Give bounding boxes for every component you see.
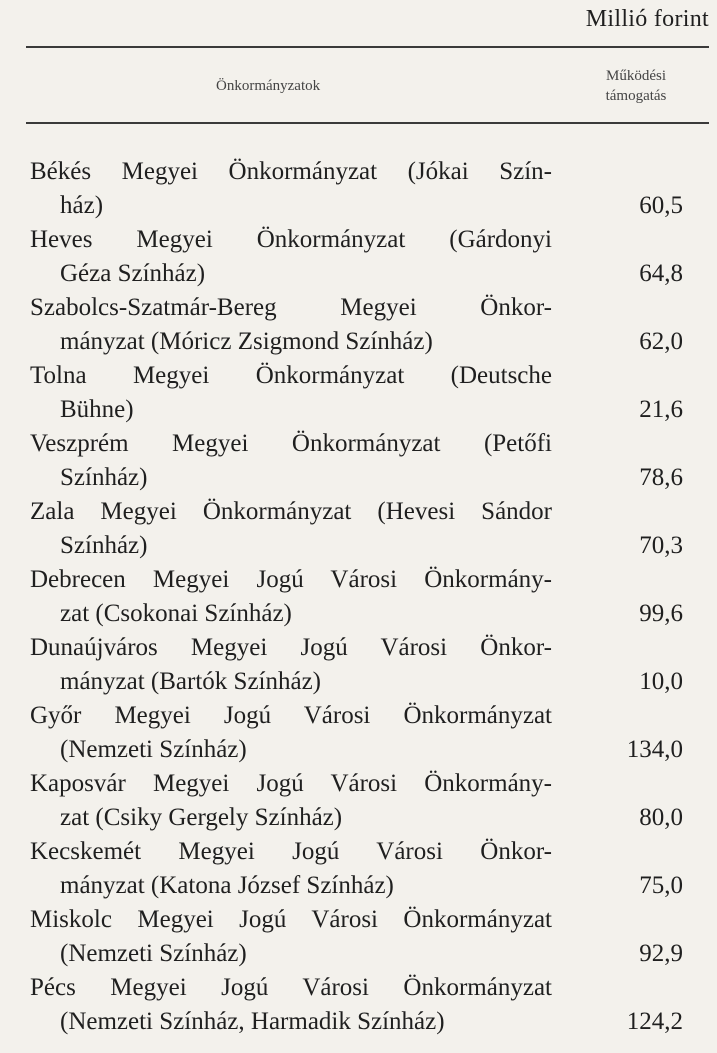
municipality-name-line1: Győr Megyei Jogú Városi Önkormányzat bbox=[30, 702, 552, 729]
table-row bbox=[30, 767, 695, 835]
municipality-name-line2: mányzat (Móricz Zsigmond Színház) bbox=[60, 328, 433, 355]
table-row bbox=[30, 563, 695, 631]
table-row bbox=[30, 155, 695, 223]
table-row bbox=[30, 427, 695, 495]
support-value: 124,2 bbox=[626, 1008, 683, 1035]
table-row bbox=[30, 971, 695, 1039]
municipality-name-line2: (Nemzeti Színház, Harmadik Színház) bbox=[60, 1008, 445, 1035]
support-value: 75,0 bbox=[639, 872, 683, 899]
support-value: 78,6 bbox=[639, 464, 683, 491]
municipality-name-line1: Békés Megyei Önkormányzat (Jókai Szín- bbox=[30, 158, 552, 185]
table-row bbox=[30, 223, 695, 291]
support-value: 92,9 bbox=[639, 940, 683, 967]
column-header-operating-support bbox=[581, 66, 691, 106]
municipality-name-line1: Heves Megyei Önkormányzat (Gárdonyi bbox=[30, 226, 552, 253]
municipality-name-line2: mányzat (Katona József Színház) bbox=[60, 872, 394, 899]
table-row bbox=[30, 291, 695, 359]
municipality-name-line1: Kaposvár Megyei Jogú Városi Önkormány- bbox=[30, 770, 552, 797]
support-value: 60,5 bbox=[639, 192, 683, 219]
support-value: 64,8 bbox=[639, 260, 683, 287]
municipality-name-line1: Pécs Megyei Jogú Városi Önkormányzat bbox=[30, 974, 552, 1001]
municipality-name-line2: Bühne) bbox=[60, 396, 134, 423]
municipality-name-line1: Kecskemét Megyei Jogú Városi Önkor- bbox=[30, 838, 552, 865]
municipality-name-line2: Színház) bbox=[60, 532, 148, 559]
municipality-name-line1: Dunaújváros Megyei Jogú Városi Önkor- bbox=[30, 634, 552, 661]
municipality-name-line2: Géza Színház) bbox=[60, 260, 206, 287]
table-row bbox=[30, 359, 695, 427]
table-header-rule bbox=[26, 122, 709, 124]
support-value: 99,6 bbox=[639, 600, 683, 627]
municipality-name-line1: Miskolc Megyei Jogú Városi Önkormányzat bbox=[30, 906, 552, 933]
municipality-name-line2: (Nemzeti Színház) bbox=[60, 940, 247, 967]
column-header-operating-support-line1: Működési bbox=[606, 68, 666, 84]
support-value: 21,6 bbox=[639, 396, 683, 423]
column-header-municipalities: Önkormányzatok bbox=[216, 78, 321, 94]
support-value: 62,0 bbox=[639, 328, 683, 355]
support-value: 70,3 bbox=[639, 532, 683, 559]
table-top-rule bbox=[26, 46, 709, 48]
table-row bbox=[30, 699, 695, 767]
municipality-name-line1: Zala Megyei Önkormányzat (Hevesi Sándor bbox=[30, 498, 552, 525]
support-value: 10,0 bbox=[639, 668, 683, 695]
table-row bbox=[30, 835, 695, 903]
municipality-name-line2: zat (Csokonai Színház) bbox=[60, 600, 292, 627]
municipality-name-line2: Színház) bbox=[60, 464, 148, 491]
municipality-name-line2: (Nemzeti Színház) bbox=[60, 736, 247, 763]
unit-label: Millió forint bbox=[585, 6, 709, 32]
support-value: 134,0 bbox=[626, 736, 683, 763]
municipality-name-line1: Tolna Megyei Önkormányzat (Deutsche bbox=[30, 362, 552, 389]
municipality-name-line1: Debrecen Megyei Jogú Városi Önkormány- bbox=[30, 566, 552, 593]
table-row bbox=[30, 903, 695, 971]
column-header-operating-support-line2: támogatás bbox=[605, 88, 667, 104]
municipality-name-line2: zat (Csiky Gergely Színház) bbox=[60, 804, 343, 831]
table-row bbox=[30, 495, 695, 563]
municipality-name-line1: Veszprém Megyei Önkormányzat (Petőfi bbox=[30, 430, 552, 457]
table-body bbox=[30, 155, 695, 1039]
table-row bbox=[30, 631, 695, 699]
support-value: 80,0 bbox=[639, 804, 683, 831]
municipality-name-line1: Szabolcs-Szatmár-Bereg Megyei Önkor- bbox=[30, 294, 552, 321]
municipality-name-line2: mányzat (Bartók Színház) bbox=[60, 668, 322, 695]
municipality-name-line2: ház) bbox=[60, 192, 104, 219]
